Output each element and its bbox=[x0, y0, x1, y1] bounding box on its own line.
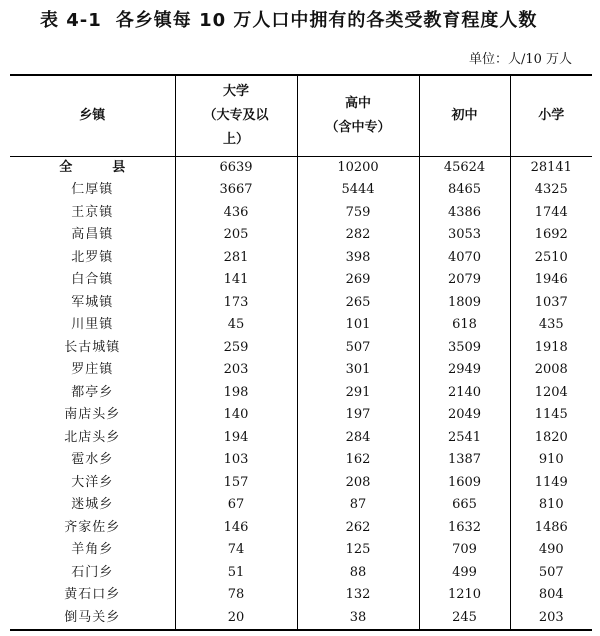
value-high: 282 bbox=[297, 224, 419, 247]
region-name: 南店头乡 bbox=[64, 407, 121, 423]
header-college: 大学 （大专及以 上） bbox=[175, 75, 297, 157]
value-primary: 1145 bbox=[510, 404, 592, 427]
value-primary: 810 bbox=[510, 494, 592, 517]
value-college: 259 bbox=[175, 337, 297, 360]
value-primary: 507 bbox=[510, 562, 592, 585]
table-row bbox=[10, 539, 592, 562]
table-row bbox=[10, 404, 592, 427]
value-high: 208 bbox=[297, 472, 419, 495]
region-name: 北罗镇 bbox=[71, 249, 114, 265]
value-primary: 4325 bbox=[510, 179, 592, 202]
value-college: 78 bbox=[175, 584, 297, 607]
value-high: 197 bbox=[297, 404, 419, 427]
value-middle: 2049 bbox=[419, 404, 510, 427]
value-college: 173 bbox=[175, 292, 297, 315]
value-primary: 1149 bbox=[510, 472, 592, 495]
table-row bbox=[10, 179, 592, 202]
value-high: 284 bbox=[297, 427, 419, 450]
region-name: 川里镇 bbox=[71, 317, 114, 333]
table-title-text: 各乡镇每 10 万人口中拥有的各类受教育程度人数 bbox=[115, 10, 538, 31]
region-name: 黄石口乡 bbox=[64, 587, 121, 603]
value-high: 759 bbox=[297, 202, 419, 225]
table-row bbox=[10, 562, 592, 585]
table-body bbox=[10, 157, 592, 631]
value-college: 20 bbox=[175, 607, 297, 631]
value-primary: 1744 bbox=[510, 202, 592, 225]
table-row bbox=[10, 314, 592, 337]
value-middle: 8465 bbox=[419, 179, 510, 202]
value-high: 88 bbox=[297, 562, 419, 585]
value-middle: 665 bbox=[419, 494, 510, 517]
region-name: 大洋乡 bbox=[71, 474, 114, 490]
region-name: 石门乡 bbox=[71, 564, 114, 580]
header-high-school: 高中 （含中专） bbox=[297, 75, 419, 157]
education-table bbox=[10, 74, 592, 631]
value-middle: 709 bbox=[419, 539, 510, 562]
value-primary: 1486 bbox=[510, 517, 592, 540]
value-high: 507 bbox=[297, 337, 419, 360]
region-name: 长古城镇 bbox=[64, 339, 121, 355]
value-high: 265 bbox=[297, 292, 419, 315]
value-high: 38 bbox=[297, 607, 419, 631]
value-high: 291 bbox=[297, 382, 419, 405]
value-high: 269 bbox=[297, 269, 419, 292]
value-primary: 2510 bbox=[510, 247, 592, 270]
table-row bbox=[10, 427, 592, 450]
value-college: 281 bbox=[175, 247, 297, 270]
value-primary: 1820 bbox=[510, 427, 592, 450]
value-college: 141 bbox=[175, 269, 297, 292]
table-row bbox=[10, 517, 592, 540]
region-name: 倒马关乡 bbox=[10, 607, 175, 631]
value-college: 436 bbox=[175, 202, 297, 225]
region-name: 王京镇 bbox=[71, 204, 114, 220]
table-row bbox=[10, 472, 592, 495]
value-middle: 2079 bbox=[419, 269, 510, 292]
value-primary: 435 bbox=[510, 314, 592, 337]
region-name: 高昌镇 bbox=[71, 227, 114, 243]
table-title bbox=[40, 6, 537, 32]
value-primary: 1918 bbox=[510, 337, 592, 360]
value-high: 10200 bbox=[297, 157, 419, 180]
value-primary: 1692 bbox=[510, 224, 592, 247]
value-middle: 1210 bbox=[419, 584, 510, 607]
value-middle: 2949 bbox=[419, 359, 510, 382]
value-middle: 2140 bbox=[419, 382, 510, 405]
value-high: 101 bbox=[297, 314, 419, 337]
value-middle: 4386 bbox=[419, 202, 510, 225]
region-name: 仁厚镇 bbox=[71, 182, 114, 198]
value-primary: 203 bbox=[510, 607, 592, 631]
header-region: 乡镇 bbox=[10, 75, 175, 157]
value-college: 140 bbox=[175, 404, 297, 427]
table-row bbox=[10, 157, 592, 180]
value-middle: 1632 bbox=[419, 517, 510, 540]
value-college: 74 bbox=[175, 539, 297, 562]
value-primary: 28141 bbox=[510, 157, 592, 180]
value-primary: 804 bbox=[510, 584, 592, 607]
region-name: 羊角乡 bbox=[71, 542, 114, 558]
value-middle: 618 bbox=[419, 314, 510, 337]
value-primary: 1204 bbox=[510, 382, 592, 405]
value-middle: 3509 bbox=[419, 337, 510, 360]
value-high: 132 bbox=[297, 584, 419, 607]
value-primary: 910 bbox=[510, 449, 592, 472]
value-college: 194 bbox=[175, 427, 297, 450]
value-middle: 1387 bbox=[419, 449, 510, 472]
region-name: 军城镇 bbox=[71, 294, 114, 310]
region-name: 全 县 bbox=[59, 160, 126, 175]
value-college: 3667 bbox=[175, 179, 297, 202]
value-college: 157 bbox=[175, 472, 297, 495]
value-college: 6639 bbox=[175, 157, 297, 180]
value-college: 205 bbox=[175, 224, 297, 247]
table-row bbox=[10, 292, 592, 315]
table-row bbox=[10, 449, 592, 472]
value-middle: 2541 bbox=[419, 427, 510, 450]
value-high: 162 bbox=[297, 449, 419, 472]
value-college: 103 bbox=[175, 449, 297, 472]
region-name: 齐家佐乡 bbox=[64, 519, 121, 535]
value-college: 198 bbox=[175, 382, 297, 405]
value-middle: 245 bbox=[419, 607, 510, 631]
table-row bbox=[10, 607, 592, 631]
value-primary: 490 bbox=[510, 539, 592, 562]
table-row bbox=[10, 337, 592, 360]
table-row bbox=[10, 247, 592, 270]
table-row bbox=[10, 494, 592, 517]
table-row bbox=[10, 269, 592, 292]
table-number: 表 4-1 bbox=[40, 10, 102, 31]
value-college: 51 bbox=[175, 562, 297, 585]
region-name: 北店头乡 bbox=[64, 429, 121, 445]
value-primary: 1037 bbox=[510, 292, 592, 315]
value-college: 67 bbox=[175, 494, 297, 517]
table-row bbox=[10, 382, 592, 405]
value-middle: 3053 bbox=[419, 224, 510, 247]
value-high: 301 bbox=[297, 359, 419, 382]
value-primary: 2008 bbox=[510, 359, 592, 382]
value-primary: 1946 bbox=[510, 269, 592, 292]
value-high: 87 bbox=[297, 494, 419, 517]
value-high: 125 bbox=[297, 539, 419, 562]
table-row bbox=[10, 584, 592, 607]
region-name: 迷城乡 bbox=[71, 497, 114, 513]
region-name: 白合镇 bbox=[71, 272, 114, 288]
header-primary-school: 小学 bbox=[510, 75, 592, 157]
table-row bbox=[10, 202, 592, 225]
value-middle: 499 bbox=[419, 562, 510, 585]
value-middle: 4070 bbox=[419, 247, 510, 270]
value-middle: 1609 bbox=[419, 472, 510, 495]
value-college: 203 bbox=[175, 359, 297, 382]
value-high: 398 bbox=[297, 247, 419, 270]
unit-label: 单位：人/10 万人 bbox=[468, 52, 572, 67]
header-row bbox=[10, 75, 592, 157]
value-middle: 45624 bbox=[419, 157, 510, 180]
value-high: 5444 bbox=[297, 179, 419, 202]
region-name: 罗庄镇 bbox=[71, 362, 114, 378]
region-name: 都亭乡 bbox=[71, 384, 114, 400]
value-high: 262 bbox=[297, 517, 419, 540]
header-middle-school: 初中 bbox=[419, 75, 510, 157]
table-row bbox=[10, 224, 592, 247]
value-college: 45 bbox=[175, 314, 297, 337]
value-middle: 1809 bbox=[419, 292, 510, 315]
value-college: 146 bbox=[175, 517, 297, 540]
table-row bbox=[10, 359, 592, 382]
region-name: 雹水乡 bbox=[71, 452, 114, 468]
